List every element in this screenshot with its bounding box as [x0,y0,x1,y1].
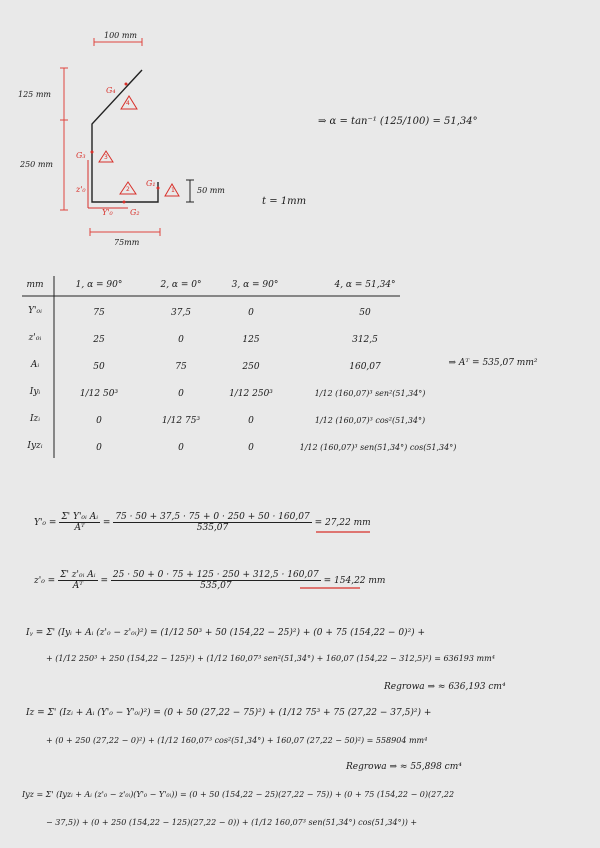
y0-eq: = [102,518,111,528]
label-g4: G₄ [106,86,116,95]
table-cell: 0 [96,443,102,453]
iz-result: Regrowa ⇒ ≈ 55,898 cm⁴ [346,762,462,772]
table-cell: 312,5 [352,335,378,345]
table-row-label: Izᵢ [29,414,41,424]
z0-frac2-num: 25 · 50 + 0 · 75 + 125 · 250 + 312,5 · 160,07 [112,570,319,580]
y0-frac2 [113,512,311,533]
iy-line-1: Iᵧ = Σ' (Iyᵢ + Aᵢ (z'₀ − z'₀ᵢ)²) = (1/12 50³ + 50 (154,22 − 25)²) + (0 + 75 (154,22 − 0)²) + [26,628,426,638]
y0-frac1-den: Aᵀ [74,523,85,533]
table-cell: 50 [93,362,105,372]
table-cell: 25 [93,335,105,345]
z0-frac2 [111,570,321,591]
right-dimension-label: 50 mm [197,186,225,195]
z0-frac1-num: Σ' z'₀ᵢ Aᵢ [60,570,96,580]
table-cell: 1/12 (160,07)³ sen(51,34°) cos(51,34°) [299,443,457,452]
label-z0: z'₀ [76,185,86,194]
total-area: ⇒ Aᵀ = 535,07 mm² [448,358,538,368]
y0-frac2-den: 535,07 [196,523,229,533]
table-cell: 0 [178,335,184,345]
alpha-equation: ⇒ α = tan⁻¹ (125/100) = 51,34° [318,116,478,127]
z0-equation [34,570,385,591]
label-y0: Y'₀ [102,208,113,217]
table-header-4: 4, α = 51,34° [334,280,396,290]
table-cell: 1/12 (160,07)³ cos²(51,34°) [314,416,426,425]
top-dimension-label: 100 mm [104,31,137,40]
y0-equation [34,512,371,533]
z0-result: = 154,22 mm [323,576,386,586]
table-row-label: Iyᵢ [29,387,41,397]
z0-lhs: z'₀ = [34,576,56,586]
table-cell: 0 [248,443,254,453]
iz-line-1: Iz = Σ' (Izᵢ + Aᵢ (Y'₀ − Y'₀ᵢ)²) = (0 + 50 (27,22 − 75)²) + (1/12 75³ + 75 (27,22 − 37,5)²) + [26,708,432,718]
label-g3: G₃ [76,151,86,160]
table-cell: 250 [242,362,260,372]
z0-frac2-den: 535,07 [200,581,232,591]
table-header-3: 3, α = 90° [231,280,279,290]
z0-frac1 [58,570,98,591]
bottom-dimension-label: 75mm [114,238,140,247]
label-g-bottom: G₂ [130,208,140,217]
table-cell: 0 [248,416,254,426]
z0-frac1-den: Aᵀ [72,581,83,591]
label-n1: 1 [171,187,175,194]
table-cell: 75 [93,308,105,318]
iy-result: Regrowa ⇒ ≈ 636,193 cm⁴ [384,682,506,692]
iyz-line-1: Iyz = Σ' (Iyzᵢ + Aᵢ (z'₀ − z'₀ᵢ)(Y'₀ − Y'₀ᵢ)) = (0 + 50 (154,22 − 25)(27,22 − 75)) + (0 + 75 (154,22 − 0)(27,22 [22,790,455,799]
table-cell: 0 [248,308,254,318]
iyz-line-2: − 37,5)) + (0 + 250 (154,22 − 125)(27,22 − 0)) + (1/12 160,07³ sen(51,34°) cos(51,34°)) + [46,818,418,827]
table-cell: 1/12 250³ [229,389,273,399]
y0-frac1-num: Σ' Y'₀ᵢ Aᵢ [61,512,99,522]
table-header-2: 2, α = 0° [160,280,202,290]
table-cell: 75 [175,362,187,372]
iy-line-2: + (1/12 250³ + 250 (154,22 − 125)²) + (1/12 160,07³ sen²(51,34°) + 160,07 (154,22 − 312,5)²) = 636193 mm⁴ [46,654,495,663]
table-cell: 0 [96,416,102,426]
label-g1: G₁ [146,179,156,188]
table-header-1: 1, α = 90° [75,280,123,290]
y0-frac1 [59,512,100,533]
label-n2: 2 [126,186,130,193]
table-cell: 1/12 75³ [161,416,201,426]
table-row-label: Y'₀ᵢ [28,306,42,316]
z0-eq: = [100,576,109,586]
iz-line-2: + (0 + 250 (27,22 − 0)²) + (1/12 160,07³ cos²(51,34°) + 160,07 (27,22 − 50)²) = 558904 mm⁴ [46,736,428,745]
table-header-unit: mm [26,280,44,290]
table-cell: 125 [242,335,260,345]
left-lower-dimension-label: 250 mm [20,160,53,169]
table-row-label: z'₀ᵢ [28,333,42,343]
y0-frac2-num: 75 · 50 + 37,5 · 75 + 0 · 250 + 50 · 160,07 [115,512,310,522]
label-n3: 3 [104,154,108,161]
table-row-label: Aᵢ [30,360,40,370]
table-cell: 160,07 [349,362,381,372]
label-n4: 4 [126,100,130,107]
table-cell: 0 [178,389,184,399]
table-cell: 50 [359,308,371,318]
table-cell: 1/12 (160,07)³ sen²(51,34°) [314,389,426,398]
y0-result: = 27,22 mm [314,518,371,528]
thickness-label: t = 1mm [262,196,307,207]
table-row-label: Iyzᵢ [27,441,43,451]
table-cell: 0 [178,443,184,453]
table-cell: 1/12 50³ [79,389,119,399]
table-cell: 37,5 [170,308,192,318]
y0-lhs: Y'₀ = [34,518,57,528]
left-upper-dimension-label: 125 mm [18,90,51,99]
